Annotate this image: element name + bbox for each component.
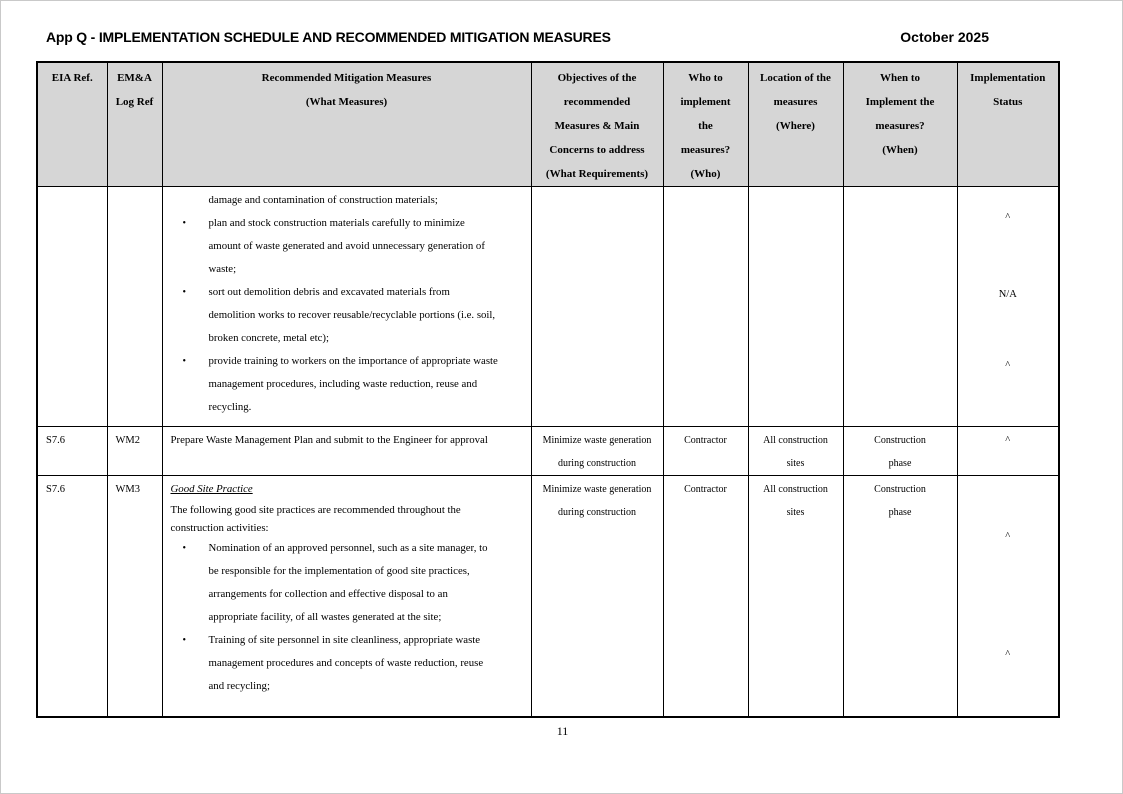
header-line: Recommended Mitigation Measures — [261, 72, 432, 84]
cell-measures — [162, 427, 531, 476]
header-line: Objectives of the — [557, 72, 637, 84]
cell-log-ref — [107, 187, 162, 427]
measure-line: Nomination of an approved personnel, such as a site manager, to — [208, 542, 488, 554]
header-line: Status — [993, 96, 1023, 108]
header-cell-log-ref — [107, 62, 162, 187]
cell-eia-ref: S7.6 — [37, 476, 107, 717]
cell-location — [748, 187, 843, 427]
cell-who-line: Contractor — [684, 484, 727, 495]
header-line: (What Measures) — [305, 96, 388, 108]
header-line: implement — [680, 96, 731, 108]
cell-location-line: sites — [786, 458, 805, 469]
header-cell-measures — [162, 62, 531, 187]
header-line: Who to — [688, 72, 723, 84]
cell-when — [843, 427, 957, 476]
cell-status — [957, 187, 1059, 427]
measure-continuation — [171, 189, 525, 212]
status-mark: N/A — [998, 289, 1017, 300]
status-mark: ^ — [1005, 649, 1011, 660]
measure-plain — [171, 429, 525, 452]
table-row — [37, 427, 1059, 476]
page-number: 11 — [556, 724, 569, 738]
bullet-marker-icon: • — [182, 287, 187, 298]
cell-when — [843, 476, 957, 717]
header-line: measures? — [680, 144, 731, 156]
header-line: Location of the — [760, 72, 831, 84]
cell-who — [663, 427, 748, 476]
cell-objectives — [531, 187, 663, 427]
measure-bullet — [171, 212, 525, 281]
cell-log-ref: WM3 — [107, 476, 162, 717]
mitigation-table — [36, 61, 1060, 718]
measure-bullet — [171, 629, 525, 698]
measure-line: provide training to workers on the importance of appropriate waste — [208, 355, 498, 367]
cell-objectives-line: Minimize waste generation — [542, 435, 652, 446]
measure-line: plan and stock construction materials carefully to minimize — [208, 217, 465, 229]
measure-line: construction activities: — [170, 522, 269, 534]
measure-line: recycling. — [208, 401, 252, 413]
measure-line: The following good site practices are recommended throughout the — [170, 504, 461, 516]
cell-objectives — [531, 427, 663, 476]
header-line: (What Requirements) — [545, 168, 649, 180]
cell-status — [957, 427, 1059, 476]
status-mark: ^ — [1005, 360, 1011, 371]
header-line: Implementation — [970, 72, 1046, 84]
status-mark: ^ — [1005, 212, 1011, 223]
cell-status — [957, 476, 1059, 717]
header-line: (When) — [882, 144, 918, 156]
cell-objectives-line: Minimize waste generation — [542, 484, 652, 495]
measure-line: broken concrete, metal etc); — [208, 332, 330, 344]
header-cell-when — [843, 62, 957, 187]
measure-bullet — [171, 350, 525, 419]
measure-heading — [171, 478, 525, 501]
header-line: EIA Ref. — [51, 72, 93, 84]
header-line: When to — [879, 72, 921, 84]
page-date: October 2025 — [900, 29, 989, 45]
cell-when-line: phase — [888, 458, 912, 469]
header-line: Implement the — [865, 96, 935, 108]
cell-location-line: All construction — [763, 435, 828, 446]
cell-location-line: sites — [786, 507, 805, 518]
bullet-marker-icon: • — [182, 218, 187, 229]
measure-line: Prepare Waste Management Plan and submit to the Engineer for approval — [170, 434, 488, 446]
header-cell-who — [663, 62, 748, 187]
header-line: the — [698, 120, 713, 132]
cell-who-line: Contractor — [684, 435, 727, 446]
measure-bullet — [171, 281, 525, 350]
cell-location-line: All construction — [763, 484, 828, 495]
bullet-marker-icon: • — [182, 356, 187, 367]
measure-line: demolition works to recover reusable/recyclable portions (i.e. soil, — [208, 309, 496, 321]
measure-line: Training of site personnel in site cleanliness, appropriate waste — [208, 634, 481, 646]
cell-when-line: Construction — [874, 435, 926, 446]
header-cell-eia-ref — [37, 62, 107, 187]
measure-line: be responsible for the implementation of good site practices, — [208, 565, 470, 577]
cell-objectives-line: during construction — [557, 458, 637, 469]
measure-line: arrangements for collection and effective disposal to an — [208, 588, 448, 600]
cell-objectives — [531, 476, 663, 717]
table-row — [37, 187, 1059, 427]
header-line: measures? — [875, 120, 925, 132]
header-line: measures — [773, 96, 818, 108]
header-cell-status — [957, 62, 1059, 187]
cell-location — [748, 476, 843, 717]
measure-bullet — [171, 537, 525, 629]
header-cell-location — [748, 62, 843, 187]
measure-paragraph — [171, 501, 525, 537]
measure-line: Good Site Practice — [170, 483, 253, 495]
header-cell-objectives — [531, 62, 663, 187]
measure-line: amount of waste generated and avoid unnecessary generation of — [208, 240, 485, 252]
cell-log-ref: WM2 — [107, 427, 162, 476]
cell-measures — [162, 476, 531, 717]
measure-line: damage and contamination of construction materials; — [208, 194, 438, 206]
measure-line: appropriate facility, of all wastes generated at the site; — [208, 611, 442, 623]
cell-eia-ref: S7.6 — [37, 427, 107, 476]
table-body — [37, 187, 1059, 717]
cell-when-line: phase — [888, 507, 912, 518]
cell-location — [748, 427, 843, 476]
header-line: (Who) — [690, 168, 721, 180]
measure-line: and recycling; — [208, 680, 270, 692]
measure-line: waste; — [208, 263, 237, 275]
table-header — [37, 62, 1059, 187]
header-line: Log Ref — [115, 96, 154, 108]
status-mark: ^ — [1005, 531, 1011, 542]
status-mark: ^ — [1005, 435, 1011, 446]
header-line: recommended — [563, 96, 631, 108]
cell-measures — [162, 187, 531, 427]
cell-when — [843, 187, 957, 427]
bullet-marker-icon: • — [182, 635, 187, 646]
page-title: App Q - IMPLEMENTATION SCHEDULE AND RECOMMENDED MITIGATION MEASURES — [46, 29, 611, 45]
header-line: EM&A — [117, 72, 152, 84]
table-row — [37, 476, 1059, 717]
header-line: (Where) — [776, 120, 815, 132]
bullet-marker-icon: • — [182, 543, 187, 554]
measure-line: management procedures, including waste reduction, reuse and — [208, 378, 478, 390]
header-row — [37, 62, 1059, 187]
header-line: Measures & Main — [554, 120, 640, 132]
cell-objectives-line: during construction — [557, 507, 637, 518]
cell-eia-ref — [37, 187, 107, 427]
header-line: Concerns to address — [549, 144, 645, 156]
measure-line: management procedures and concepts of waste reduction, reuse — [208, 657, 484, 669]
cell-who — [663, 476, 748, 717]
cell-when-line: Construction — [874, 484, 926, 495]
measure-line: sort out demolition debris and excavated materials from — [208, 286, 450, 298]
cell-who — [663, 187, 748, 427]
